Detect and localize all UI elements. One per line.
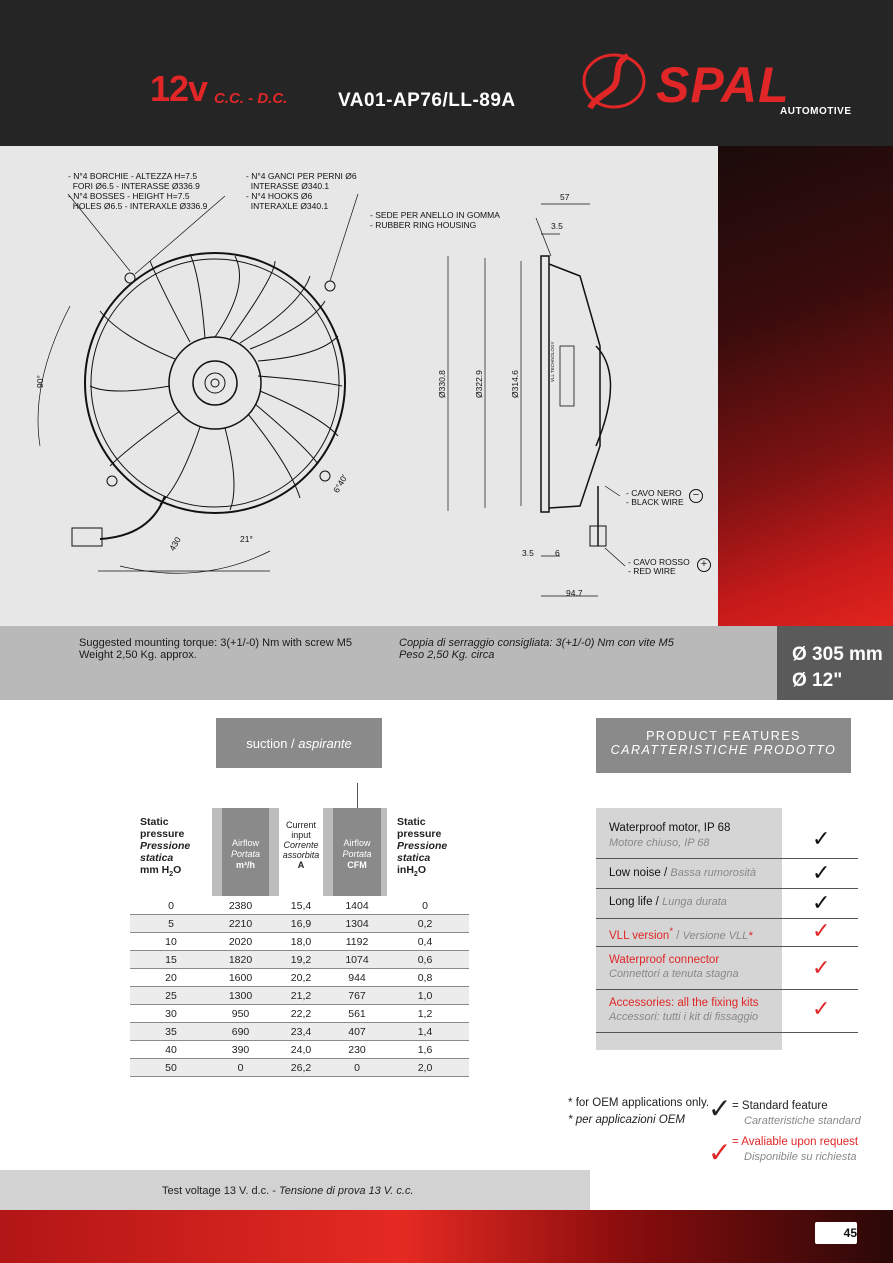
request-check-icon: ✓ (708, 1137, 732, 1168)
table-cell: 26,2 (269, 1059, 333, 1077)
feature-1-en: Waterproof motor, IP 68 (609, 822, 731, 834)
feature-4: VLL version* / Versione VLL* (609, 926, 753, 942)
table-cell: 1600 (212, 969, 269, 987)
torque-en: Suggested mounting torque: 3(+1/-0) Nm with screw M5 (79, 637, 352, 649)
check-icon: ✓ (812, 860, 831, 885)
check-red-icon: ✓ (812, 918, 831, 943)
table-cell: 0 (130, 897, 212, 915)
table-row (130, 933, 469, 951)
table-cell: 690 (212, 1023, 269, 1041)
table-cell: 1192 (333, 933, 381, 951)
note-seal-en: - RUBBER RING HOUSING (370, 220, 477, 230)
feature-divider (596, 989, 858, 990)
table-cell: 1820 (212, 951, 269, 969)
suction-it: aspirante (298, 735, 352, 751)
wire-red-en: - RED WIRE (628, 566, 676, 576)
head-current-it-2: assorbita (282, 850, 320, 860)
head-cfm-airflow: Airflow (343, 838, 371, 848)
head-airflow-unit: m³/h (236, 860, 255, 870)
feature-1-it: Motore chiuso, IP 68 (609, 837, 710, 849)
table-cell: 20,2 (269, 969, 333, 987)
features-title-en: PRODUCT FEATURES (646, 729, 801, 743)
table-cell: 1074 (333, 951, 381, 969)
weight-en: Weight 2,50 Kg. approx. (79, 649, 197, 661)
table-cell: 18,0 (269, 933, 333, 951)
current-type-label: C.C. - D.C. (214, 90, 288, 107)
head-airflow-it: Portata (230, 849, 261, 859)
check-icon: ✓ (812, 826, 831, 851)
legend-request-en: Avaliable upon request (741, 1136, 859, 1148)
table-row (130, 969, 469, 987)
head-cfm-airflow-it: Portata (342, 849, 372, 859)
table-cell: 390 (212, 1041, 269, 1059)
note-seal-it: - SEDE PER ANELLO IN GOMMA (370, 210, 500, 220)
table-cell: 0 (381, 897, 469, 915)
wire-black-en: - BLACK WIRE (626, 497, 684, 507)
note-bosses-it-1: - N°4 BORCHIE - ALTEZZA H=7.5 (68, 171, 198, 181)
check-red-icon: ✓ (812, 955, 831, 980)
table-row (130, 1041, 469, 1059)
table-cell: 21,2 (269, 987, 333, 1005)
head-static-2: pressure (140, 828, 185, 840)
table-cell: 0,6 (381, 951, 469, 969)
table-cell: 561 (333, 1005, 381, 1023)
dim-57: 57 (560, 192, 570, 202)
spal-logo-icon (580, 50, 656, 112)
head-inh2o-1: Static (397, 816, 426, 828)
head-inh2o-unit: inH$_2$O (397, 864, 426, 879)
feature-divider (596, 858, 858, 859)
test-voltage-it: Tensione di prova 13 V. c.c. (279, 1185, 414, 1197)
note-bosses-en-2: HOLES Ø6.5 - INTERAXLE Ø336.9 (68, 201, 208, 211)
table-cell: 25 (130, 987, 212, 1005)
legend-request-eq: = (732, 1136, 739, 1148)
table-cell: 1300 (212, 987, 269, 1005)
table-cell: 35 (130, 1023, 212, 1041)
check-red-icon: ✓ (812, 996, 831, 1021)
head-cfm-unit: CFM (347, 860, 367, 870)
table-cell: 40 (130, 1041, 212, 1059)
table-head-inh2o (381, 808, 469, 896)
legend-oem-en: * for OEM applications only. (568, 1097, 710, 1109)
voltage-label: 12v (150, 68, 208, 109)
feature-divider (596, 888, 858, 889)
head-inh2o-4: statica (397, 852, 431, 864)
head-static-1: Static (140, 816, 169, 828)
table-cell: 1404 (333, 897, 381, 915)
table-cell: 767 (333, 987, 381, 1005)
table-cell: 1304 (333, 915, 381, 933)
page-number: 45 (843, 1226, 857, 1240)
feature-divider (596, 946, 858, 947)
table-cell: 24,0 (269, 1041, 333, 1059)
suction-label (216, 718, 382, 768)
vll-label: VLL TECHNOLOGY (550, 341, 555, 382)
fan-drawing (0, 146, 718, 626)
table-cell: 20 (130, 969, 212, 987)
dim-6-40: 6°40' (331, 472, 350, 495)
dim-314: Ø314.6 (510, 370, 520, 398)
standard-check-icon: ✓ (708, 1093, 732, 1124)
table-cell: 0 (333, 1059, 381, 1077)
table-cell: 407 (333, 1023, 381, 1041)
table-cell: 30 (130, 1005, 212, 1023)
head-static-3: Pressione (140, 840, 191, 852)
note-bosses-en-1: - N°4 BOSSES - HEIGHT H=7.5 (68, 191, 190, 201)
table-cell: 16,9 (269, 915, 333, 933)
table-cell: 230 (333, 1041, 381, 1059)
diameter-in: Ø 12" (792, 670, 843, 691)
note-hooks-en-1: - N°4 HOOKS Ø6 (246, 191, 313, 201)
legend-request-it: Disponibile su richiesta (744, 1151, 857, 1163)
table-cell: 0 (212, 1059, 269, 1077)
dim-3-5-bot: 3.5 (522, 548, 534, 558)
feature-divider (596, 1032, 858, 1033)
note-bosses-it-2: FORI Ø6.5 - INTERASSE Ø336.9 (68, 181, 200, 191)
table-cell: 1,4 (381, 1023, 469, 1041)
note-hooks-en-2: INTERAXLE Ø340.1 (246, 201, 329, 211)
diameter-mm: Ø 305 mm (792, 644, 883, 665)
table-row (130, 987, 469, 1005)
suction-en: suction / (246, 735, 295, 751)
minus-icon: − (689, 489, 703, 503)
dim-3-5-top: 3.5 (551, 221, 563, 231)
table-cell: 15 (130, 951, 212, 969)
table-cell: 1,0 (381, 987, 469, 1005)
head-current-it-1: Corrente (283, 840, 319, 850)
table-row (130, 1059, 469, 1077)
dim-94-7: 94.7 (566, 588, 583, 598)
table-head-cfm (333, 808, 381, 896)
table-cell: 50 (130, 1059, 212, 1077)
table-row (130, 915, 469, 933)
table-cell: 23,4 (269, 1023, 333, 1041)
table-head-airflow (222, 808, 269, 896)
dim-6: 6 (555, 548, 560, 558)
table-row (130, 897, 469, 915)
head-inh2o-2: pressure (397, 828, 442, 840)
wire-black-it: - CAVO NERO (626, 488, 682, 498)
feature-5-en: Waterproof connector (609, 954, 720, 966)
table-cell: 950 (212, 1005, 269, 1023)
legend-standard-it: Caratteristiche standard (744, 1115, 861, 1127)
brand-logo: SPAL (656, 57, 790, 113)
head-current-unit: A (297, 860, 305, 870)
brand-sub-label: AUTOMOTIVE (780, 106, 852, 117)
plus-icon: + (697, 558, 711, 572)
dim-330: Ø330.8 (437, 370, 447, 398)
features-title-it: CARATTERISTICHE PRODOTTO (610, 743, 837, 757)
dim-90: 90° (35, 375, 45, 388)
torque-it: Coppia di serraggio consigliata: 3(+1/-0) Nm con vite M5 (399, 637, 674, 649)
table-cell: 1,2 (381, 1005, 469, 1023)
head-divider (357, 783, 358, 808)
note-hooks-it-2: INTERASSE Ø340.1 (246, 181, 330, 191)
table-cell: 2,0 (381, 1059, 469, 1077)
table-cell: 15,4 (269, 897, 333, 915)
table-cell: 19,2 (269, 951, 333, 969)
feature-3: Long life / Lunga durata (609, 896, 727, 908)
dim-21: 21° (240, 534, 253, 544)
table-cell: 22,2 (269, 1005, 333, 1023)
head-static-unit: mm $H_2O$ (140, 864, 182, 879)
decorative-red-panel (718, 146, 893, 626)
note-hooks-it-1: - N°4 GANCI PER PERNI Ø6 (246, 171, 357, 181)
table-cell: 2020 (212, 933, 269, 951)
feature-5-it: Connettori a tenuta stagna (609, 968, 739, 980)
footer-bar (0, 1210, 893, 1263)
table-cell: 0,4 (381, 933, 469, 951)
table-head-current (269, 808, 333, 896)
test-voltage-en: Test voltage 13 V. d.c. - (162, 1185, 276, 1197)
head-current-2: input (291, 830, 311, 840)
test-voltage-bar (0, 1170, 590, 1210)
table-cell: 10 (130, 933, 212, 951)
legend-standard-en: = Standard feature (732, 1100, 828, 1112)
table-cell: 944 (333, 969, 381, 987)
wire-red-it: - CAVO ROSSO (628, 557, 690, 567)
table-row (130, 1005, 469, 1023)
feature-2: Low noise / Bassa rumorosità (609, 867, 756, 879)
feature-6-en: Accessories: all the fixing kits (609, 997, 759, 1009)
model-code: VA01-AP76/LL-89A (338, 90, 516, 111)
weight-it: Peso 2,50 Kg. circa (399, 649, 495, 661)
table-head-static (130, 808, 212, 896)
head-gap (212, 808, 222, 896)
legend-oem-it: * per applicazioni OEM (568, 1114, 685, 1126)
feature-6-it: Accessori: tutti i kit di fissaggio (609, 1011, 759, 1023)
table-row (130, 951, 469, 969)
table-cell: 2210 (212, 915, 269, 933)
table-row (130, 1023, 469, 1041)
table-cell: 0,2 (381, 915, 469, 933)
head-inh2o-3: Pressione (397, 840, 448, 852)
check-icon: ✓ (812, 890, 831, 915)
head-airflow: Airflow (231, 838, 259, 848)
features-header (596, 718, 851, 773)
table-cell: 5 (130, 915, 212, 933)
table-cell: 2380 (212, 897, 269, 915)
head-current-1: Current (285, 820, 316, 830)
table-cell: 1,6 (381, 1041, 469, 1059)
performance-table (130, 897, 469, 1077)
dim-430: 430 (167, 535, 183, 553)
table-cell: 0,8 (381, 969, 469, 987)
dim-322: Ø322.9 (474, 370, 484, 398)
head-static-4: statica (140, 852, 174, 864)
